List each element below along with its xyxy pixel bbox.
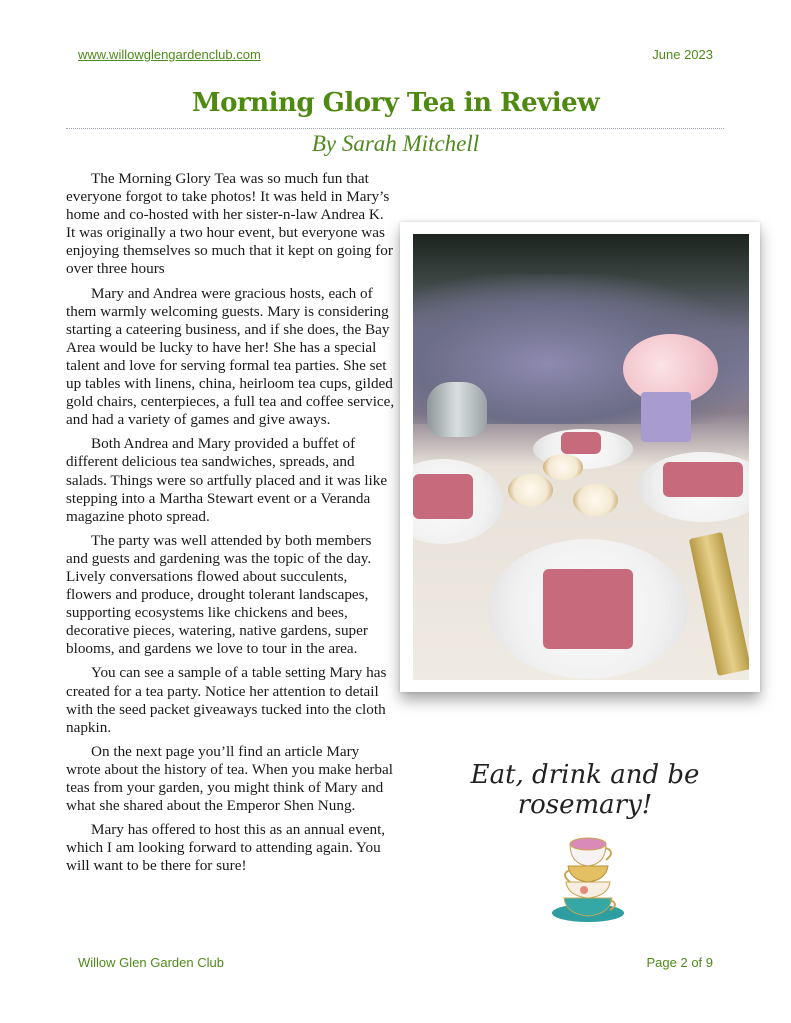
- issue-date: June 2023: [652, 47, 713, 62]
- paragraph: On the next page you’ll find an article Mary wrote about the history of tea. When you make herbal teas from your garden, you might think of Mary and what she shared about the Emperor Shen Nung.: [66, 742, 393, 815]
- website-link[interactable]: www.willowglengardenclub.com: [78, 47, 261, 62]
- cup-handle: [606, 848, 611, 860]
- teacup: [508, 474, 553, 506]
- page-number: Page 2 of 9: [646, 955, 713, 970]
- paragraph: Mary and Andrea were gracious hosts, each of them warmly welcoming guests. Mary is considering starting a cateering business, and if she does, the Bay Area would be lucky to have her! She has a special talent and love for serving formal tea parties. She set up tables with linens, china, heirloom tea cups, gilded gold chairs, centerpieces, a full tea and coffee service, and had a variety of games and give aways.: [66, 284, 395, 429]
- paragraph: The Morning Glory Tea was so much fun that everyone forgot to take photos! It was held in Mary’s home and co-hosted with her sister-n-law Andrea K. It was originally a two hour event, but everyone was enjoying themselves so much that it kept on going for over three hours: [66, 170, 393, 278]
- purple-vase: [641, 392, 691, 442]
- article-body: [66, 170, 396, 881]
- paragraph: The party was well attended by both members and guests and gardening was the topic of the day. Lively conversations flowed about succulents, flowers and produce, drought tolerant landscapes, supporting ecosystems like chickens and bees, decorative pieces, watering, native gardens, super blooms, and gardens we love to tour in the area.: [66, 531, 372, 658]
- title-divider: [66, 128, 724, 129]
- napkin: [543, 569, 633, 649]
- gold-cutlery: [689, 532, 749, 676]
- cup-rim: [570, 838, 606, 850]
- napkin: [413, 474, 473, 519]
- teacup: [543, 454, 583, 480]
- paragraph: You can see a sample of a table setting Mary has created for a tea party. Notice her attention to detail with the seed packet giveaways tucked into the cloth napkin.: [66, 664, 387, 736]
- rose-pattern: [580, 886, 588, 894]
- table-setting-photo: [413, 234, 749, 680]
- silver-teapot: [427, 382, 487, 437]
- teacup-stack-illustration: [550, 830, 626, 925]
- table-setting-photo-frame: [400, 222, 760, 692]
- napkin: [663, 462, 743, 497]
- paragraph: Both Andrea and Mary provided a buffet of different delicious tea sandwiches, spreads, and salads. Things were so artfully placed and it was like stepping into a Martha Stewart event or a Veranda magazine photo spread.: [66, 435, 388, 525]
- yellow-cup: [568, 866, 608, 882]
- paragraph: Mary has offered to host this as an annual event, which I am looking forward to attending again. You will want to be there for sure!: [66, 821, 386, 875]
- article-title: Morning Glory Tea in Review: [191, 88, 600, 118]
- footer-club-name: Willow Glen Garden Club: [78, 955, 224, 970]
- article-byline: By Sarah Mitchell: [311, 131, 480, 156]
- teacup: [573, 484, 618, 516]
- rosemary-quote: Eat, drink and be rosemary!: [470, 760, 700, 820]
- napkin: [561, 432, 601, 454]
